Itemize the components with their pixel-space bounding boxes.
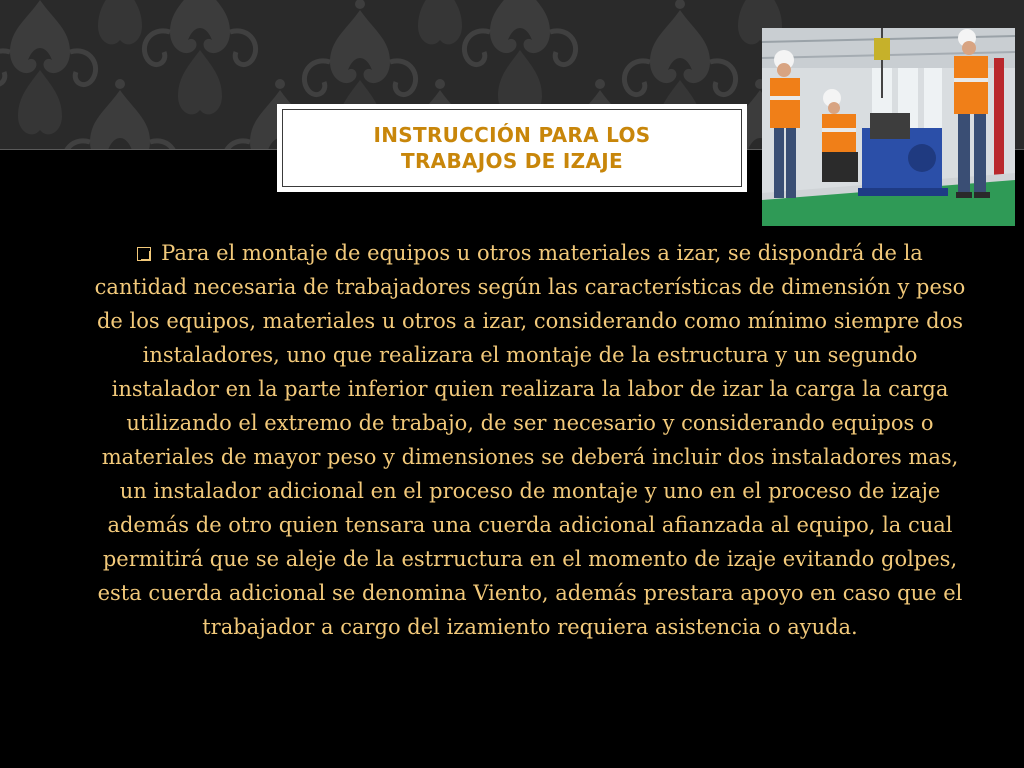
- body-text: Para el montaje de equipos u otros materiales a izar, se dispondrá de la cantidad necesaria de trabajadores según las características de dimensión y peso de los equipos, materiales u otros a izar, considerando como mínimo siempre dos instaladores, uno que realizara el montaje de la estructura y un segundo instalador en la parte inferior quien realizara la labor de izar la carga la carga utilizando el extremo de trabajo, de ser necesario y considerando equipos o materiales de mayor peso y dimensiones se deberá incluir dos instaladores mas, un instalador adicional en el proceso de montaje y uno en el proceso de izaje además de otro quien tensara una cuerda adicional afianzada al equipo, la cual permitirá que se aleje de la estrructura en el momento de izaje evitando golpes, esta cuerda adicional se denomina Viento, además prestara apoyo en caso que el trabajador a cargo del izamiento requiera asistencia o ayuda.: [94, 241, 966, 639]
- title-box: [277, 104, 747, 192]
- body-paragraph: [92, 236, 968, 644]
- workers-lifting-photo: [762, 28, 1015, 226]
- slide-title: INSTRUCCIÓN PARA LOS TRABAJOS DE IZAJE: [373, 123, 651, 173]
- square-bullet-icon: [137, 247, 151, 261]
- title-box-inner: [282, 109, 742, 187]
- workshop-illustration: [762, 28, 1015, 226]
